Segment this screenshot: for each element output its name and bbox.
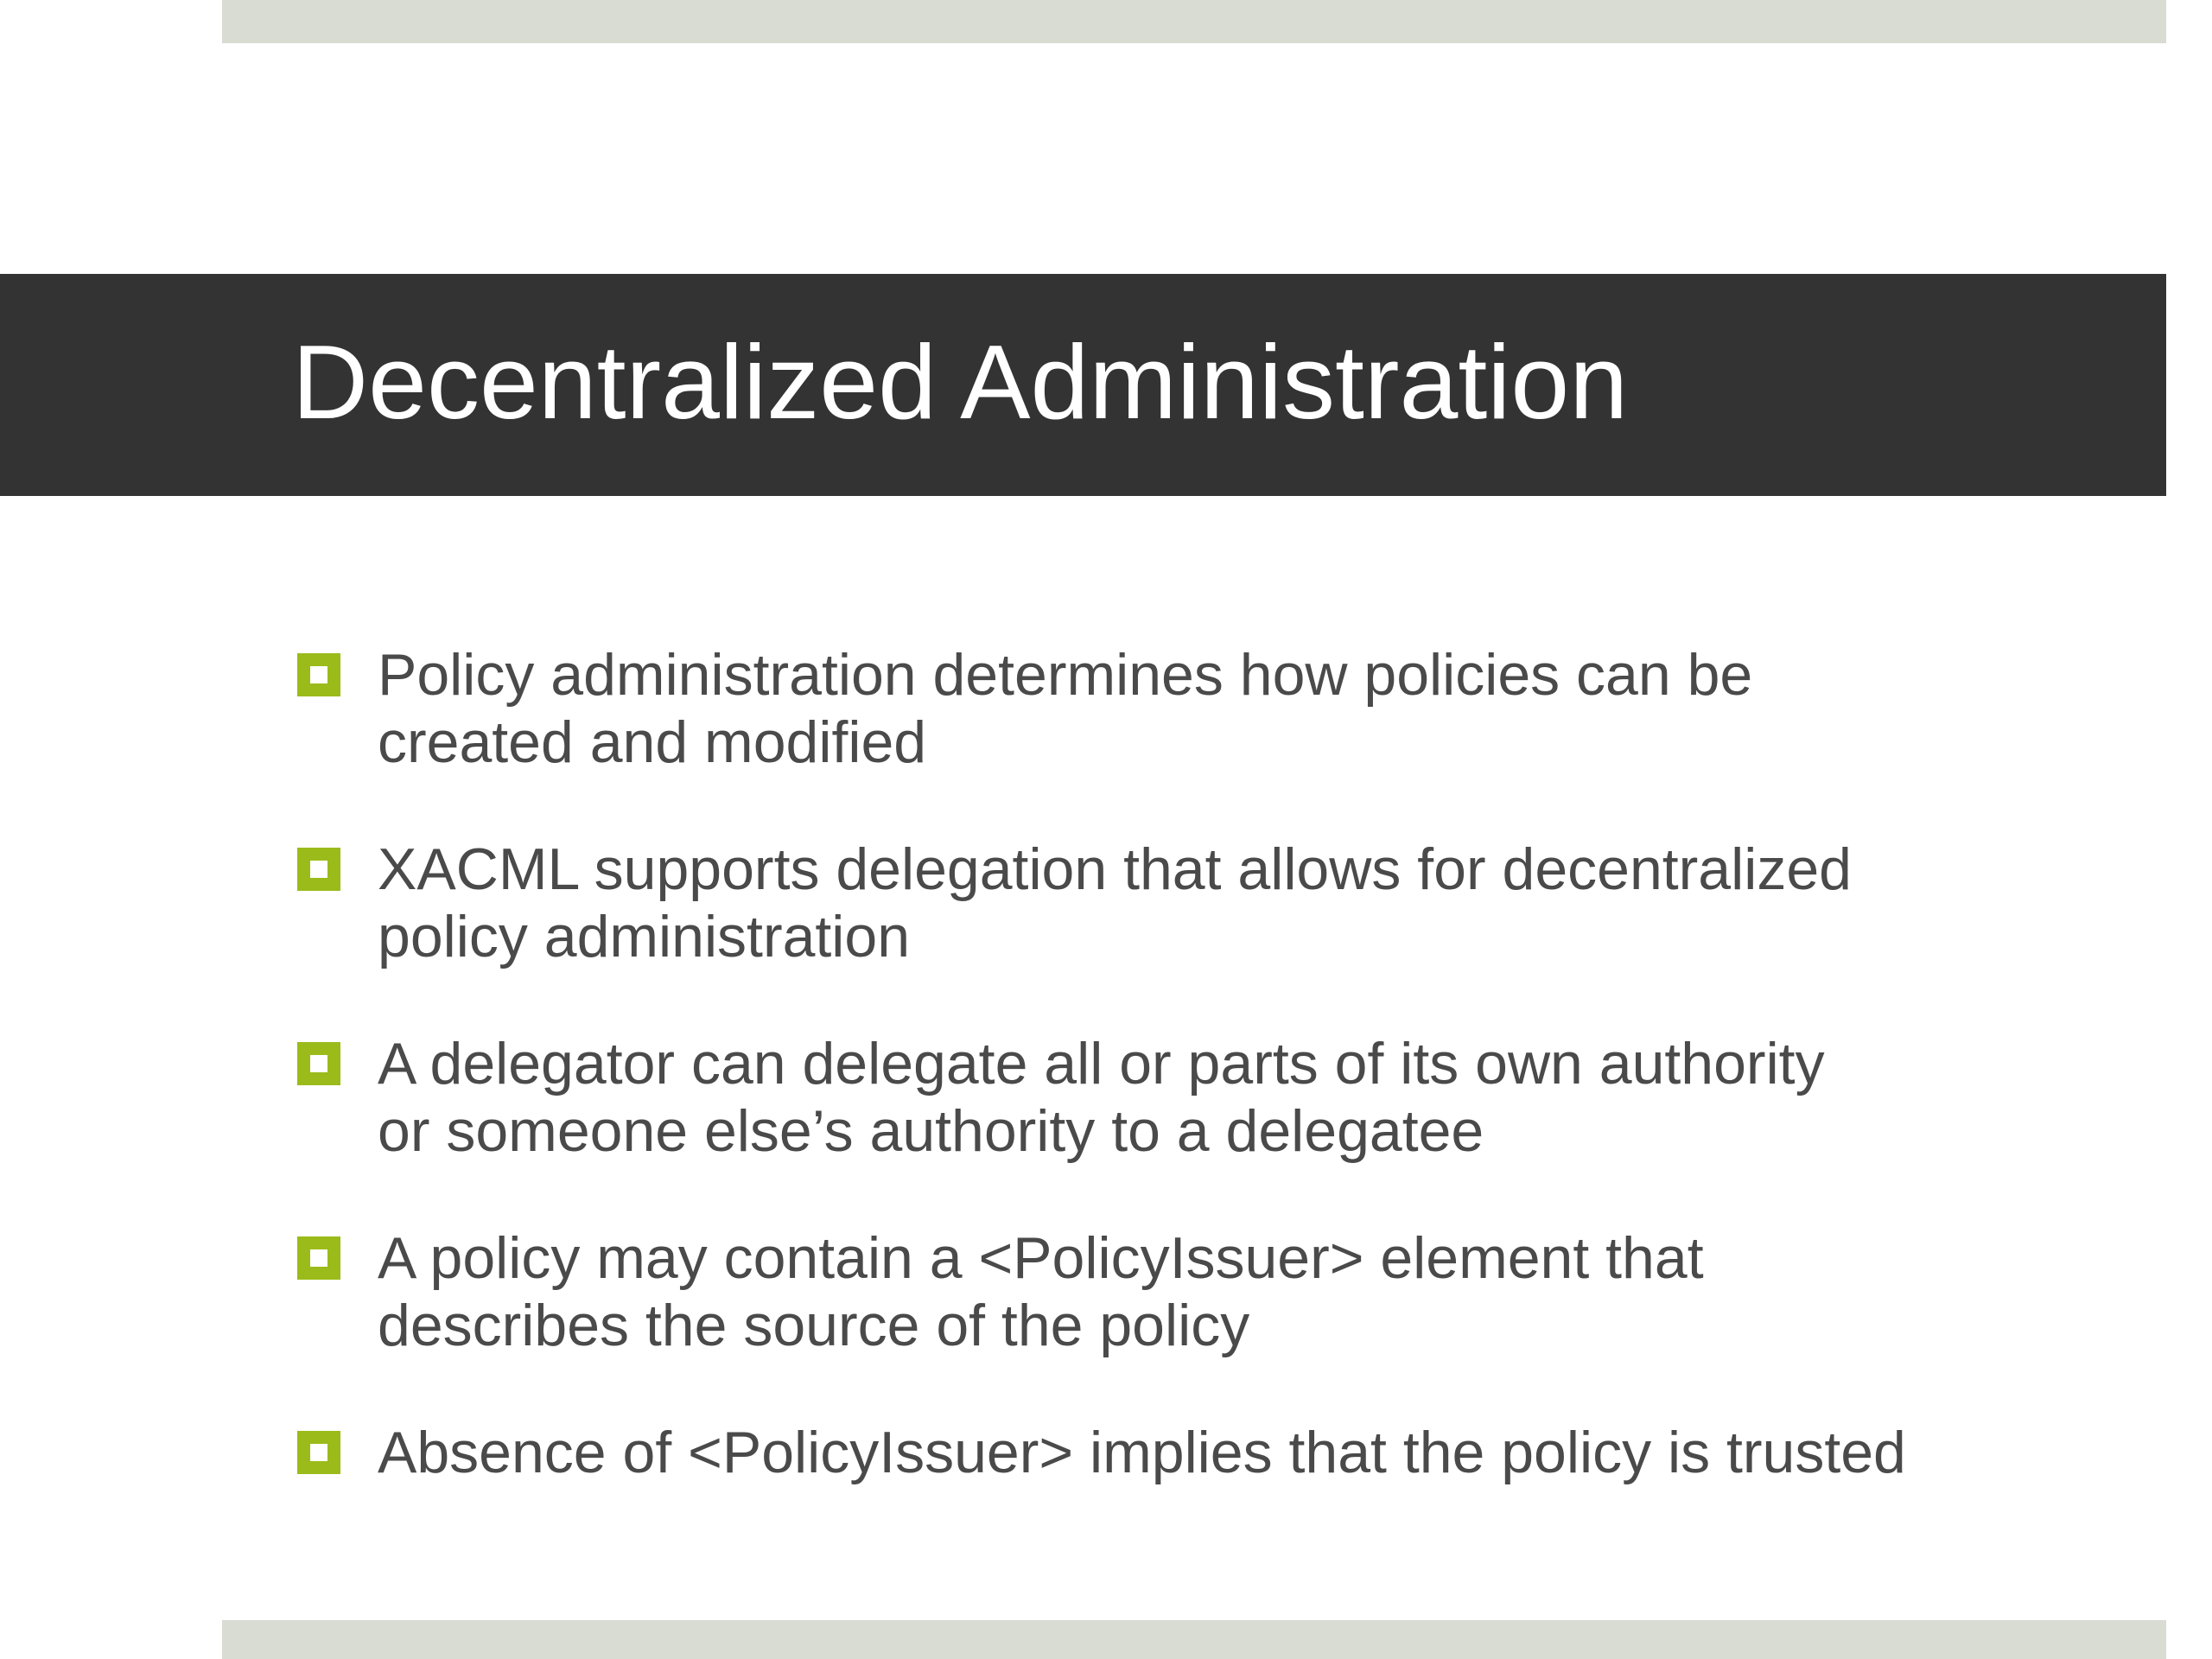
slide-title: Decentralized Administration (292, 323, 1629, 441)
bottom-accent-bar (222, 1620, 2166, 1659)
hollow-square-icon (297, 848, 340, 891)
bullet-text: XACML supports delegation that allows for decentralized policy administration (378, 836, 1852, 969)
bullet-text: A policy may contain a <PolicyIssuer> element that describes the source of the policy (378, 1225, 1704, 1358)
hollow-square-icon (297, 653, 340, 696)
bullet-item (297, 836, 2164, 1030)
hollow-square-icon (297, 1431, 340, 1474)
bullet-item (297, 1030, 2164, 1224)
hollow-square-icon (297, 1236, 340, 1280)
hollow-square-icon (297, 1042, 340, 1085)
bullet-item (297, 641, 2164, 836)
bullet-text: Policy administration determines how policies can be created and modified (378, 642, 1753, 775)
bullet-text: Absence of <PolicyIssuer> implies that the policy is trusted (378, 1420, 1906, 1485)
bullet-item (297, 1224, 2164, 1419)
bullet-text: A delegator can delegate all or parts of its own authority or someone else’s authority to a delegatee (378, 1031, 1825, 1164)
bullet-list (297, 641, 2164, 1613)
title-band (0, 274, 2166, 496)
bullet-item (297, 1419, 2164, 1613)
top-accent-bar (222, 0, 2166, 43)
